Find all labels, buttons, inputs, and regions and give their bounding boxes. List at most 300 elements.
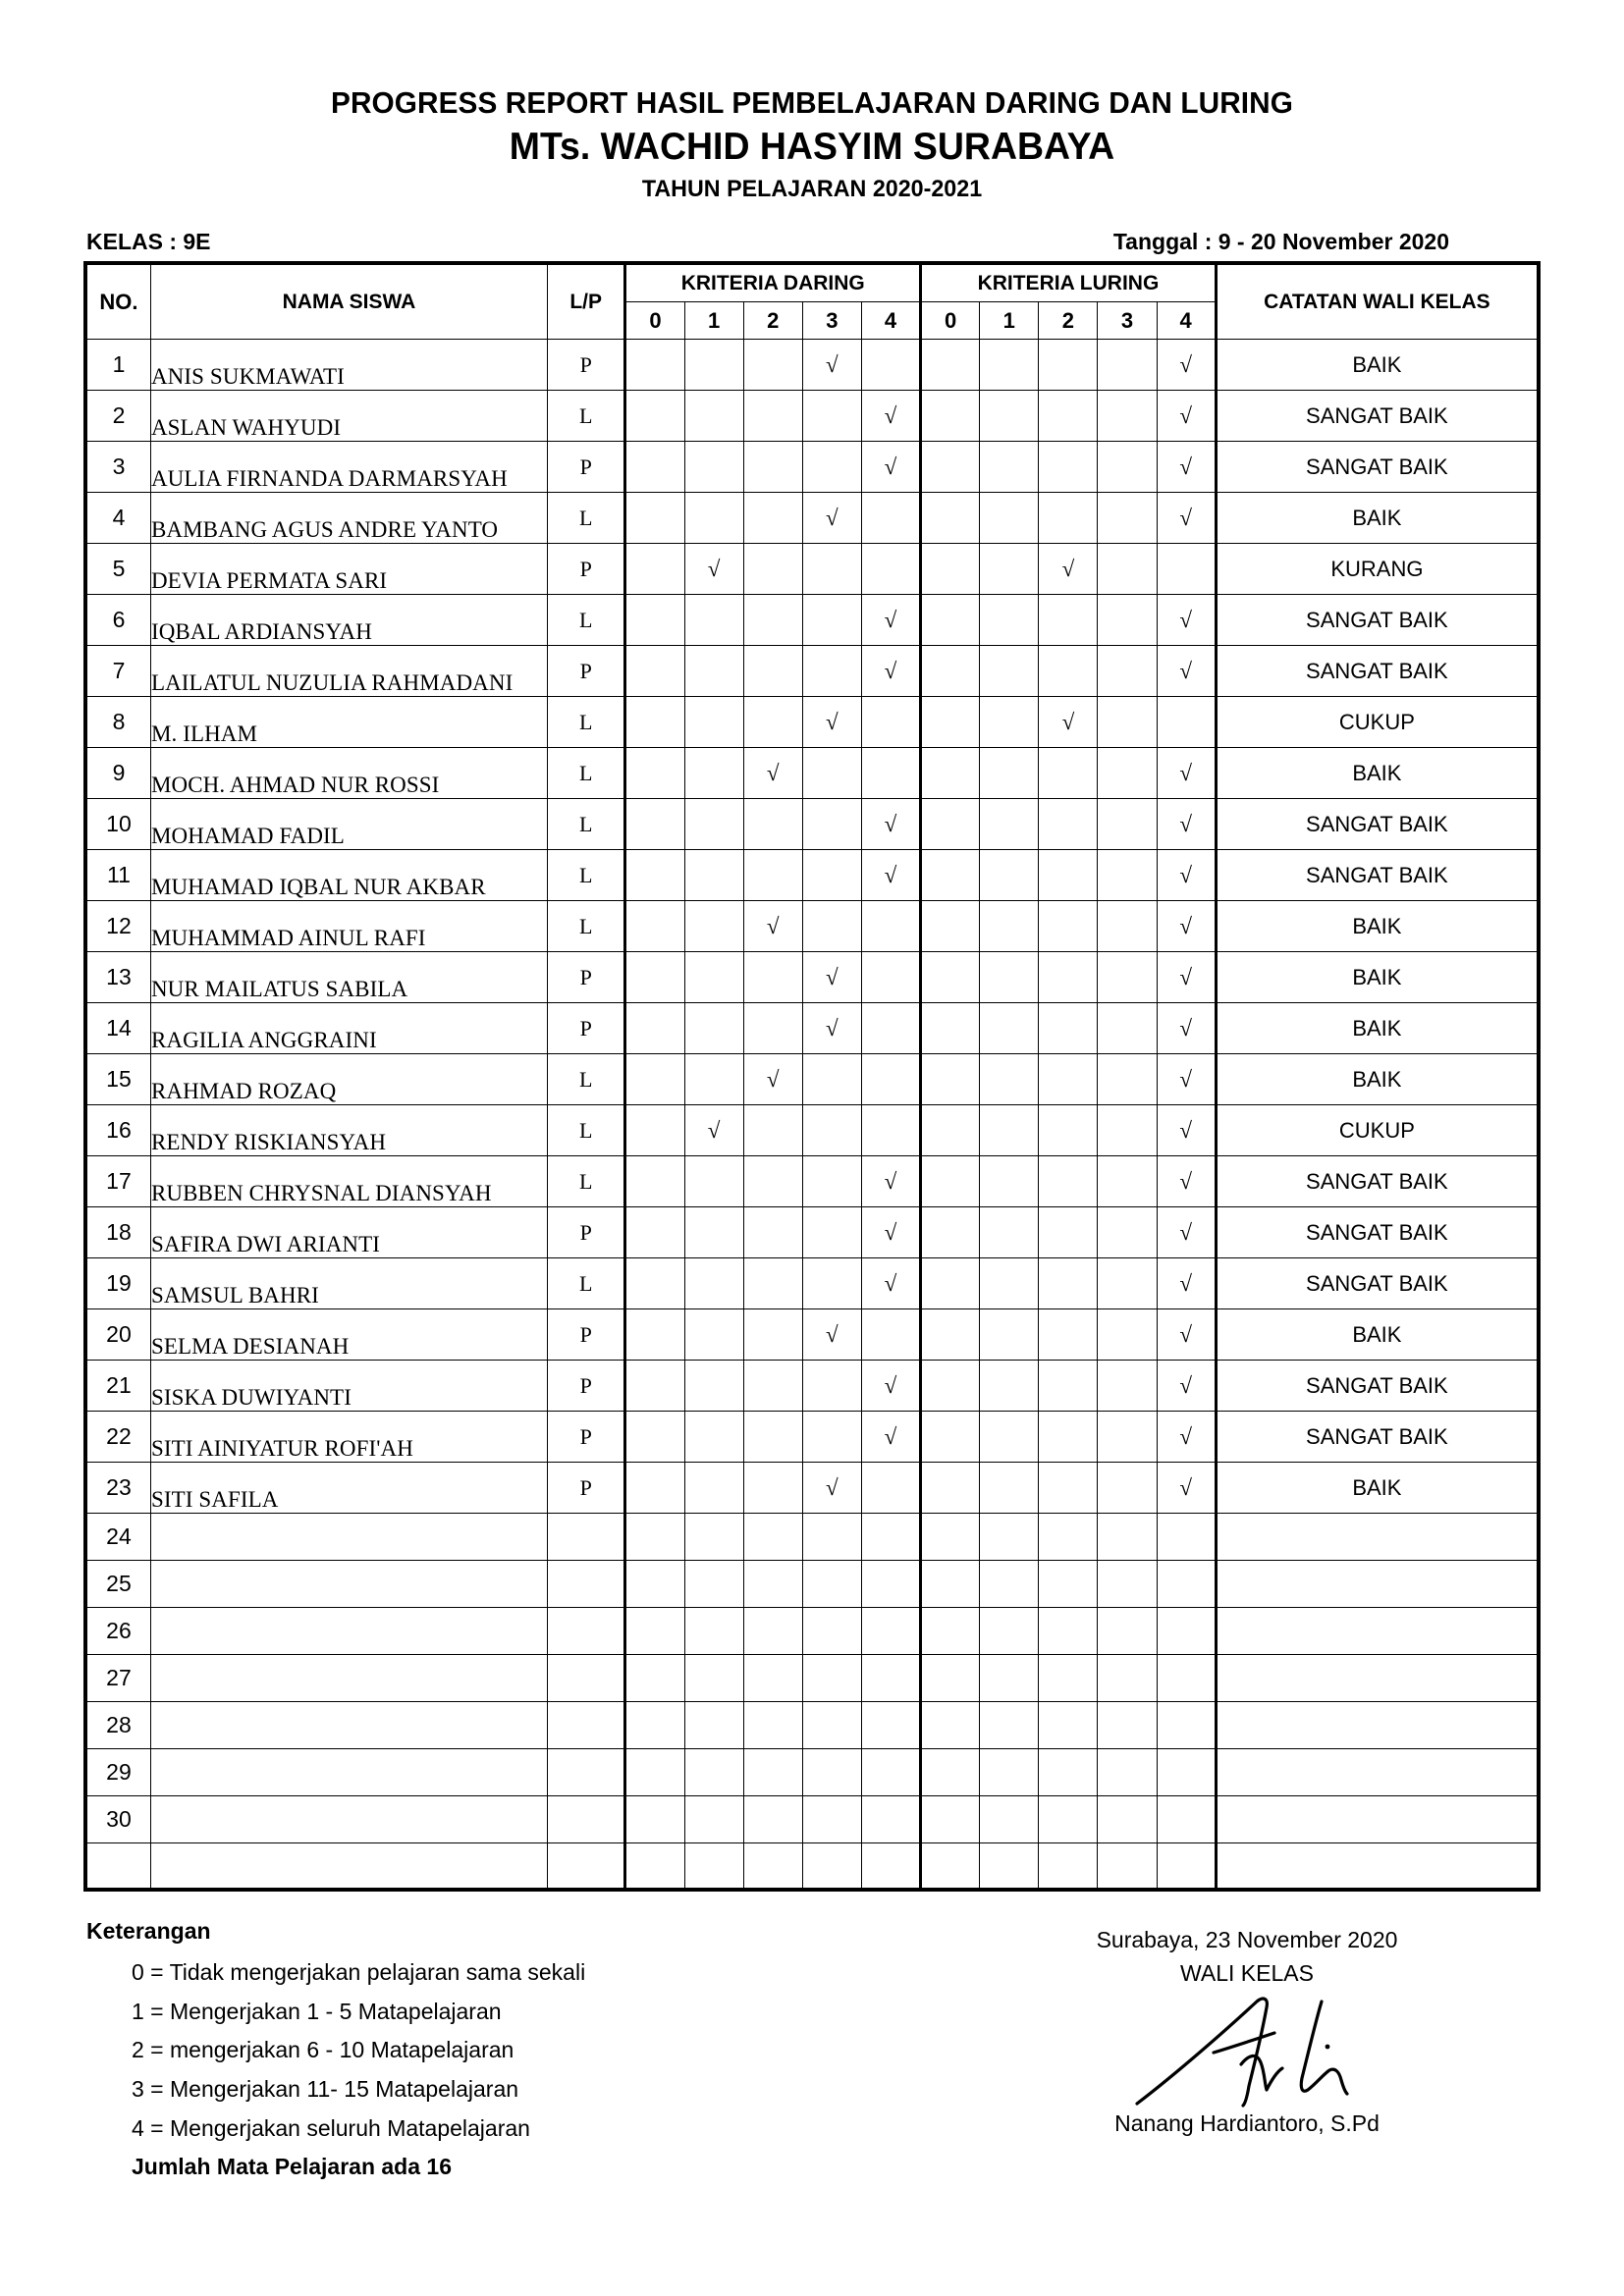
criteria-cell-luring-3 bbox=[1098, 1412, 1157, 1463]
gender-cell bbox=[548, 1749, 625, 1796]
criteria-cell-luring-3 bbox=[1098, 1514, 1157, 1561]
gender-cell bbox=[548, 1655, 625, 1702]
table-row bbox=[87, 1105, 1538, 1156]
criteria-cell-daring-4: √ bbox=[861, 391, 920, 442]
criteria-cell-daring-3: √ bbox=[802, 1463, 861, 1514]
criteria-cell-daring-3 bbox=[802, 442, 861, 493]
criteria-cell-daring-3 bbox=[802, 1749, 861, 1796]
criteria-cell-luring-0 bbox=[921, 1561, 980, 1608]
table-row bbox=[87, 1514, 1538, 1561]
legend-item-4: 4 = Mengerjakan seluruh Matapelajaran bbox=[132, 2114, 530, 2141]
score-header-daring-4: 4 bbox=[861, 302, 920, 340]
criteria-cell-daring-3 bbox=[802, 1796, 861, 1843]
note-cell: SANGAT BAIK bbox=[1216, 391, 1537, 442]
student-name bbox=[150, 1843, 547, 1889]
note-cell bbox=[1216, 1843, 1537, 1889]
table-row bbox=[87, 1608, 1538, 1655]
table-row bbox=[87, 1561, 1538, 1608]
criteria-cell-luring-2 bbox=[1039, 1003, 1098, 1054]
signature-image bbox=[1041, 1992, 1453, 2108]
criteria-cell-daring-0 bbox=[625, 1412, 684, 1463]
criteria-cell-daring-4 bbox=[861, 952, 920, 1003]
criteria-cell-daring-0 bbox=[625, 595, 684, 646]
score-header-luring-0: 0 bbox=[921, 302, 980, 340]
criteria-cell-daring-1 bbox=[684, 1749, 743, 1796]
row-number: 21 bbox=[87, 1361, 151, 1412]
note-cell: SANGAT BAIK bbox=[1216, 850, 1537, 901]
note-cell: BAIK bbox=[1216, 1054, 1537, 1105]
student-name: DEVIA PERMATA SARI bbox=[150, 544, 547, 595]
criteria-cell-luring-4: √ bbox=[1157, 850, 1216, 901]
criteria-cell-daring-3 bbox=[802, 799, 861, 850]
criteria-cell-daring-4 bbox=[861, 1309, 920, 1361]
criteria-cell-luring-3 bbox=[1098, 1003, 1157, 1054]
criteria-cell-daring-4 bbox=[861, 493, 920, 544]
criteria-cell-luring-2 bbox=[1039, 1309, 1098, 1361]
criteria-cell-daring-4: √ bbox=[861, 850, 920, 901]
criteria-cell-daring-3 bbox=[802, 1655, 861, 1702]
gender-cell bbox=[548, 1608, 625, 1655]
student-name: M. ILHAM bbox=[150, 697, 547, 748]
criteria-cell-daring-1 bbox=[684, 1702, 743, 1749]
criteria-cell-luring-2 bbox=[1039, 748, 1098, 799]
gender-cell: L bbox=[548, 799, 625, 850]
note-cell: BAIK bbox=[1216, 901, 1537, 952]
row-number: 27 bbox=[87, 1655, 151, 1702]
criteria-cell-luring-1 bbox=[980, 340, 1039, 391]
student-name: RUBBEN CHRYSNAL DIANSYAH bbox=[150, 1156, 547, 1207]
gender-cell: P bbox=[548, 442, 625, 493]
criteria-cell-luring-3 bbox=[1098, 595, 1157, 646]
note-cell: BAIK bbox=[1216, 340, 1537, 391]
criteria-cell-luring-3 bbox=[1098, 646, 1157, 697]
criteria-cell-daring-4: √ bbox=[861, 646, 920, 697]
criteria-cell-daring-2 bbox=[743, 952, 802, 1003]
criteria-cell-luring-3 bbox=[1098, 1749, 1157, 1796]
criteria-cell-luring-1 bbox=[980, 493, 1039, 544]
criteria-cell-luring-0 bbox=[921, 748, 980, 799]
criteria-cell-luring-2 bbox=[1039, 1412, 1098, 1463]
criteria-cell-daring-4 bbox=[861, 1608, 920, 1655]
criteria-cell-luring-1 bbox=[980, 391, 1039, 442]
criteria-cell-luring-1 bbox=[980, 850, 1039, 901]
table-row bbox=[87, 1702, 1538, 1749]
signature-name: Nanang Hardiantoro, S.Pd bbox=[1114, 2110, 1380, 2136]
criteria-cell-luring-4: √ bbox=[1157, 646, 1216, 697]
note-cell bbox=[1216, 1655, 1537, 1702]
student-name: RAGILIA ANGGRAINI bbox=[150, 1003, 547, 1054]
criteria-cell-luring-1 bbox=[980, 697, 1039, 748]
criteria-cell-luring-1 bbox=[980, 1702, 1039, 1749]
criteria-cell-daring-3: √ bbox=[802, 952, 861, 1003]
row-number: 4 bbox=[87, 493, 151, 544]
criteria-cell-luring-0 bbox=[921, 1796, 980, 1843]
criteria-cell-luring-3 bbox=[1098, 799, 1157, 850]
gender-cell: L bbox=[548, 850, 625, 901]
table-row bbox=[87, 1258, 1538, 1309]
criteria-cell-daring-3 bbox=[802, 748, 861, 799]
criteria-cell-daring-2 bbox=[743, 1702, 802, 1749]
criteria-cell-luring-2 bbox=[1039, 799, 1098, 850]
criteria-cell-daring-2 bbox=[743, 1463, 802, 1514]
note-cell: BAIK bbox=[1216, 1463, 1537, 1514]
criteria-cell-daring-4 bbox=[861, 1561, 920, 1608]
criteria-cell-daring-1 bbox=[684, 850, 743, 901]
criteria-cell-luring-4: √ bbox=[1157, 1258, 1216, 1309]
table-row bbox=[87, 544, 1538, 595]
table-row bbox=[87, 595, 1538, 646]
criteria-cell-daring-1 bbox=[684, 952, 743, 1003]
criteria-cell-daring-1 bbox=[684, 748, 743, 799]
criteria-cell-daring-3: √ bbox=[802, 340, 861, 391]
criteria-cell-luring-4: √ bbox=[1157, 1054, 1216, 1105]
legend-item-1: 1 = Mengerjakan 1 - 5 Matapelajaran bbox=[132, 1998, 502, 2024]
criteria-cell-luring-1 bbox=[980, 1561, 1039, 1608]
criteria-cell-luring-2 bbox=[1039, 1463, 1098, 1514]
note-cell bbox=[1216, 1514, 1537, 1561]
criteria-cell-daring-1 bbox=[684, 1655, 743, 1702]
student-name: SELMA DESIANAH bbox=[150, 1309, 547, 1361]
gender-cell bbox=[548, 1796, 625, 1843]
student-name: MOCH. AHMAD NUR ROSSI bbox=[150, 748, 547, 799]
criteria-cell-luring-3 bbox=[1098, 1561, 1157, 1608]
criteria-cell-luring-1 bbox=[980, 442, 1039, 493]
criteria-cell-daring-2 bbox=[743, 1003, 802, 1054]
criteria-cell-daring-2 bbox=[743, 493, 802, 544]
row-number: 18 bbox=[87, 1207, 151, 1258]
student-name: RENDY RISKIANSYAH bbox=[150, 1105, 547, 1156]
criteria-cell-luring-0 bbox=[921, 1843, 980, 1889]
gender-cell: P bbox=[548, 646, 625, 697]
legend-title: Keterangan bbox=[86, 1918, 211, 1945]
criteria-cell-daring-2 bbox=[743, 1796, 802, 1843]
student-name bbox=[150, 1749, 547, 1796]
note-cell: CUKUP bbox=[1216, 697, 1537, 748]
note-cell bbox=[1216, 1608, 1537, 1655]
table-row bbox=[87, 1749, 1538, 1796]
criteria-cell-luring-1 bbox=[980, 1608, 1039, 1655]
gender-cell: L bbox=[548, 1156, 625, 1207]
row-number: 11 bbox=[87, 850, 151, 901]
student-name: SITI AINIYATUR ROFI'AH bbox=[150, 1412, 547, 1463]
criteria-cell-luring-2 bbox=[1039, 1105, 1098, 1156]
class-label: KELAS : 9E bbox=[86, 229, 211, 255]
row-number: 15 bbox=[87, 1054, 151, 1105]
note-cell: BAIK bbox=[1216, 952, 1537, 1003]
table-row bbox=[87, 1361, 1538, 1412]
criteria-cell-luring-3 bbox=[1098, 1156, 1157, 1207]
criteria-cell-daring-1 bbox=[684, 1514, 743, 1561]
criteria-cell-luring-1 bbox=[980, 1156, 1039, 1207]
criteria-cell-luring-3 bbox=[1098, 1843, 1157, 1889]
signature-block bbox=[1041, 1924, 1453, 2140]
criteria-cell-luring-4 bbox=[1157, 1561, 1216, 1608]
gender-cell bbox=[548, 1843, 625, 1889]
student-name bbox=[150, 1655, 547, 1702]
col-header-gender: L/P bbox=[548, 265, 625, 340]
criteria-cell-daring-4 bbox=[861, 544, 920, 595]
criteria-cell-daring-2 bbox=[743, 1207, 802, 1258]
legend-item-3: 3 = Mengerjakan 11- 15 Matapelajaran bbox=[132, 2075, 519, 2102]
score-header-luring-3: 3 bbox=[1098, 302, 1157, 340]
table-row bbox=[87, 1207, 1538, 1258]
score-header-luring-4: 4 bbox=[1157, 302, 1216, 340]
criteria-cell-daring-4: √ bbox=[861, 1361, 920, 1412]
criteria-cell-luring-2 bbox=[1039, 442, 1098, 493]
criteria-cell-luring-4 bbox=[1157, 1608, 1216, 1655]
student-name: LAILATUL NUZULIA RAHMADANI bbox=[150, 646, 547, 697]
criteria-cell-daring-1 bbox=[684, 595, 743, 646]
criteria-cell-daring-3 bbox=[802, 646, 861, 697]
criteria-cell-luring-3 bbox=[1098, 850, 1157, 901]
col-header-kriteria-luring: KRITERIA LURING bbox=[921, 265, 1217, 302]
criteria-cell-luring-4: √ bbox=[1157, 1463, 1216, 1514]
criteria-cell-daring-2 bbox=[743, 799, 802, 850]
criteria-cell-daring-4 bbox=[861, 1105, 920, 1156]
criteria-cell-daring-0 bbox=[625, 697, 684, 748]
gender-cell: P bbox=[548, 1463, 625, 1514]
student-name: SITI SAFILA bbox=[150, 1463, 547, 1514]
criteria-cell-luring-4: √ bbox=[1157, 1105, 1216, 1156]
row-number: 19 bbox=[87, 1258, 151, 1309]
criteria-cell-luring-2 bbox=[1039, 595, 1098, 646]
criteria-cell-luring-2 bbox=[1039, 1207, 1098, 1258]
table-row bbox=[87, 748, 1538, 799]
criteria-cell-daring-0 bbox=[625, 391, 684, 442]
criteria-cell-daring-1: √ bbox=[684, 1105, 743, 1156]
criteria-cell-daring-0 bbox=[625, 1105, 684, 1156]
criteria-cell-luring-3 bbox=[1098, 1105, 1157, 1156]
criteria-cell-daring-1 bbox=[684, 697, 743, 748]
criteria-cell-daring-2: √ bbox=[743, 748, 802, 799]
criteria-cell-luring-1 bbox=[980, 1655, 1039, 1702]
table-row bbox=[87, 1463, 1538, 1514]
criteria-cell-luring-1 bbox=[980, 1309, 1039, 1361]
criteria-cell-daring-3 bbox=[802, 1258, 861, 1309]
criteria-cell-luring-2 bbox=[1039, 646, 1098, 697]
row-number: 12 bbox=[87, 901, 151, 952]
gender-cell: L bbox=[548, 748, 625, 799]
criteria-cell-daring-3 bbox=[802, 391, 861, 442]
student-name: BAMBANG AGUS ANDRE YANTO bbox=[150, 493, 547, 544]
criteria-cell-luring-1 bbox=[980, 1412, 1039, 1463]
criteria-cell-daring-2 bbox=[743, 1608, 802, 1655]
criteria-cell-luring-2 bbox=[1039, 1749, 1098, 1796]
legend-total: Jumlah Mata Pelajaran ada 16 bbox=[132, 2154, 452, 2180]
criteria-cell-luring-4 bbox=[1157, 544, 1216, 595]
table-row bbox=[87, 952, 1538, 1003]
criteria-cell-daring-0 bbox=[625, 1003, 684, 1054]
criteria-cell-daring-3 bbox=[802, 1156, 861, 1207]
criteria-cell-luring-2 bbox=[1039, 1361, 1098, 1412]
criteria-cell-daring-3 bbox=[802, 1561, 861, 1608]
student-name: ANIS SUKMAWATI bbox=[150, 340, 547, 391]
criteria-cell-luring-0 bbox=[921, 799, 980, 850]
date-label: Tanggal : 9 - 20 November 2020 bbox=[1112, 229, 1449, 255]
criteria-cell-daring-2 bbox=[743, 1258, 802, 1309]
criteria-cell-daring-3 bbox=[802, 1412, 861, 1463]
criteria-cell-daring-2 bbox=[743, 1412, 802, 1463]
criteria-cell-luring-0 bbox=[921, 1514, 980, 1561]
score-header-daring-1: 1 bbox=[684, 302, 743, 340]
col-header-no: NO. bbox=[87, 265, 151, 340]
criteria-cell-daring-2 bbox=[743, 340, 802, 391]
note-cell: BAIK bbox=[1216, 748, 1537, 799]
criteria-cell-daring-1 bbox=[684, 1207, 743, 1258]
criteria-cell-luring-0 bbox=[921, 646, 980, 697]
criteria-cell-daring-3 bbox=[802, 1207, 861, 1258]
criteria-cell-luring-3 bbox=[1098, 1463, 1157, 1514]
criteria-cell-luring-2 bbox=[1039, 1514, 1098, 1561]
criteria-cell-daring-2 bbox=[743, 442, 802, 493]
criteria-cell-daring-0 bbox=[625, 1514, 684, 1561]
table-row bbox=[87, 799, 1538, 850]
criteria-cell-luring-4: √ bbox=[1157, 1412, 1216, 1463]
note-cell: SANGAT BAIK bbox=[1216, 442, 1537, 493]
criteria-cell-luring-3 bbox=[1098, 952, 1157, 1003]
criteria-cell-daring-1 bbox=[684, 442, 743, 493]
gender-cell: P bbox=[548, 1361, 625, 1412]
note-cell bbox=[1216, 1796, 1537, 1843]
criteria-cell-daring-2 bbox=[743, 1105, 802, 1156]
table-row bbox=[87, 646, 1538, 697]
criteria-cell-daring-4 bbox=[861, 1749, 920, 1796]
criteria-cell-daring-4 bbox=[861, 748, 920, 799]
criteria-cell-luring-4: √ bbox=[1157, 799, 1216, 850]
criteria-cell-daring-0 bbox=[625, 1843, 684, 1889]
gender-cell bbox=[548, 1561, 625, 1608]
criteria-cell-luring-2 bbox=[1039, 340, 1098, 391]
row-number: 13 bbox=[87, 952, 151, 1003]
meta-row bbox=[86, 229, 1538, 255]
gender-cell bbox=[548, 1514, 625, 1561]
gender-cell: L bbox=[548, 1105, 625, 1156]
criteria-cell-luring-2 bbox=[1039, 1655, 1098, 1702]
criteria-cell-daring-3: √ bbox=[802, 1309, 861, 1361]
gender-cell: L bbox=[548, 595, 625, 646]
criteria-cell-daring-2 bbox=[743, 1561, 802, 1608]
document-header bbox=[86, 0, 1538, 203]
criteria-cell-daring-1 bbox=[684, 1309, 743, 1361]
criteria-cell-daring-4: √ bbox=[861, 595, 920, 646]
table-row bbox=[87, 901, 1538, 952]
row-number: 24 bbox=[87, 1514, 151, 1561]
criteria-cell-daring-0 bbox=[625, 1054, 684, 1105]
criteria-cell-luring-0 bbox=[921, 391, 980, 442]
criteria-cell-daring-2 bbox=[743, 1749, 802, 1796]
criteria-cell-luring-4: √ bbox=[1157, 391, 1216, 442]
col-header-kriteria-daring: KRITERIA DARING bbox=[625, 265, 921, 302]
criteria-cell-luring-2: √ bbox=[1039, 544, 1098, 595]
note-cell: SANGAT BAIK bbox=[1216, 595, 1537, 646]
criteria-cell-daring-0 bbox=[625, 646, 684, 697]
note-cell: BAIK bbox=[1216, 1309, 1537, 1361]
criteria-cell-daring-0 bbox=[625, 1561, 684, 1608]
criteria-cell-daring-2 bbox=[743, 1309, 802, 1361]
criteria-cell-daring-4: √ bbox=[861, 799, 920, 850]
table-row bbox=[87, 850, 1538, 901]
row-number: 28 bbox=[87, 1702, 151, 1749]
criteria-cell-daring-4: √ bbox=[861, 442, 920, 493]
criteria-cell-daring-1 bbox=[684, 340, 743, 391]
criteria-cell-luring-1 bbox=[980, 1843, 1039, 1889]
note-cell: SANGAT BAIK bbox=[1216, 799, 1537, 850]
row-number: 2 bbox=[87, 391, 151, 442]
criteria-cell-daring-1 bbox=[684, 901, 743, 952]
gender-cell: P bbox=[548, 340, 625, 391]
criteria-cell-luring-2 bbox=[1039, 1258, 1098, 1309]
note-cell: SANGAT BAIK bbox=[1216, 1156, 1537, 1207]
criteria-cell-daring-0 bbox=[625, 748, 684, 799]
criteria-cell-daring-4 bbox=[861, 1514, 920, 1561]
criteria-cell-daring-4: √ bbox=[861, 1412, 920, 1463]
criteria-cell-daring-4 bbox=[861, 1054, 920, 1105]
row-number: 22 bbox=[87, 1412, 151, 1463]
criteria-cell-daring-2 bbox=[743, 1514, 802, 1561]
progress-table bbox=[86, 264, 1538, 1889]
note-cell: SANGAT BAIK bbox=[1216, 1412, 1537, 1463]
page-title-line2: MTs. WACHID HASYIM SURABAYA bbox=[509, 125, 1115, 168]
criteria-cell-daring-2 bbox=[743, 1361, 802, 1412]
criteria-cell-daring-4 bbox=[861, 340, 920, 391]
row-number: 1 bbox=[87, 340, 151, 391]
note-cell: SANGAT BAIK bbox=[1216, 1258, 1537, 1309]
criteria-cell-luring-3 bbox=[1098, 1258, 1157, 1309]
table-row bbox=[87, 1309, 1538, 1361]
gender-cell: P bbox=[548, 952, 625, 1003]
table-row bbox=[87, 1003, 1538, 1054]
criteria-cell-daring-4 bbox=[861, 901, 920, 952]
page-title-line3: TAHUN PELAJARAN 2020-2021 bbox=[641, 175, 983, 202]
criteria-cell-luring-0 bbox=[921, 493, 980, 544]
table-row bbox=[87, 340, 1538, 391]
criteria-cell-luring-3 bbox=[1098, 748, 1157, 799]
criteria-cell-luring-4: √ bbox=[1157, 1003, 1216, 1054]
student-name: AULIA FIRNANDA DARMARSYAH bbox=[150, 442, 547, 493]
criteria-cell-luring-2 bbox=[1039, 1608, 1098, 1655]
criteria-cell-luring-2 bbox=[1039, 850, 1098, 901]
gender-cell: L bbox=[548, 391, 625, 442]
note-cell: SANGAT BAIK bbox=[1216, 1361, 1537, 1412]
criteria-cell-daring-0 bbox=[625, 901, 684, 952]
criteria-cell-daring-3 bbox=[802, 1054, 861, 1105]
criteria-cell-daring-0 bbox=[625, 340, 684, 391]
criteria-cell-daring-1 bbox=[684, 493, 743, 544]
criteria-cell-daring-0 bbox=[625, 442, 684, 493]
criteria-cell-luring-0 bbox=[921, 1054, 980, 1105]
student-name: SAFIRA DWI ARIANTI bbox=[150, 1207, 547, 1258]
criteria-cell-daring-1 bbox=[684, 391, 743, 442]
gender-cell: L bbox=[548, 1258, 625, 1309]
score-header-daring-2: 2 bbox=[743, 302, 802, 340]
criteria-cell-luring-1 bbox=[980, 1054, 1039, 1105]
criteria-cell-luring-4: √ bbox=[1157, 595, 1216, 646]
criteria-cell-luring-3 bbox=[1098, 1361, 1157, 1412]
criteria-cell-luring-0 bbox=[921, 850, 980, 901]
criteria-cell-daring-2 bbox=[743, 595, 802, 646]
student-name bbox=[150, 1561, 547, 1608]
criteria-cell-luring-0 bbox=[921, 1463, 980, 1514]
criteria-cell-luring-2 bbox=[1039, 952, 1098, 1003]
criteria-cell-daring-4: √ bbox=[861, 1156, 920, 1207]
row-number: 6 bbox=[87, 595, 151, 646]
criteria-cell-daring-3 bbox=[802, 1105, 861, 1156]
criteria-cell-luring-0 bbox=[921, 1207, 980, 1258]
criteria-cell-daring-1 bbox=[684, 1156, 743, 1207]
footer bbox=[86, 1918, 1538, 2186]
table-row bbox=[87, 697, 1538, 748]
row-number: 8 bbox=[87, 697, 151, 748]
